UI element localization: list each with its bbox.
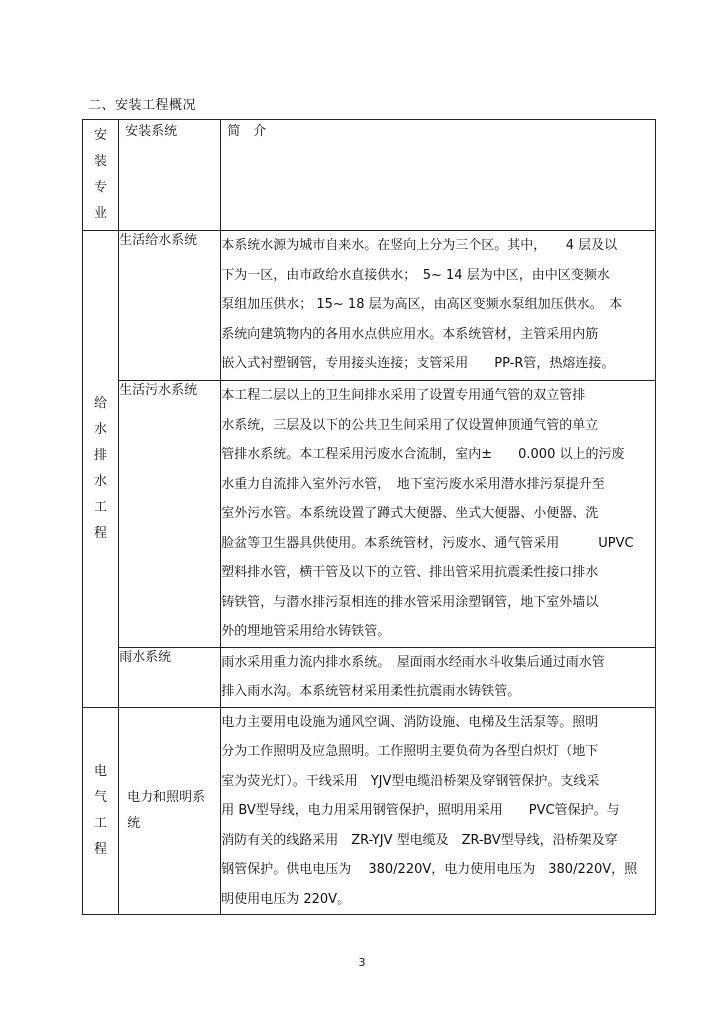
group-char: 水 [94, 421, 108, 437]
text-line: 外的埋地管采用给水铸铁管。 [221, 624, 391, 639]
section-title: 二、安装工程概况 [88, 98, 197, 113]
header-char: 专 [94, 180, 108, 195]
text-line: 雨水采用重力流内排水系统。 屋面雨水经雨水斗收集后通过雨水管 [221, 654, 605, 670]
table-row [83, 381, 656, 648]
text-line: 管排水系统。本工程采用污废水合流制，室内± 0.000 以上的污废 [221, 447, 625, 462]
text-line: 排入雨水沟。本系统管材采用柔性抗震雨水铸铁管。 [221, 684, 521, 699]
header-cell-specialty [83, 120, 119, 231]
table-row [83, 231, 656, 381]
header-char: 业 [94, 206, 108, 221]
text-line: 电力主要用电设施为通风空调、消防设施、电梯及生活泵等。照明 [221, 714, 599, 730]
text-line: 脸盆等卫生器具供使用。本系统管材，污废水、通气管采用 UPVC [221, 535, 634, 551]
system-name: 雨水系统 [119, 647, 221, 707]
text-line: 钢管保护。供电电压为 380/220V，电力使用电压为 380/220V，照 [221, 862, 638, 877]
group-label-water [83, 231, 119, 708]
group-char: 程 [94, 525, 108, 541]
header-char: 安 [94, 128, 108, 143]
text-line: 下为一区，由市政给水直接供水； 5~ 14 层为中区，由中区变频水 [221, 267, 610, 283]
text-line: 明使用电压为 220V。 [221, 891, 351, 907]
text-line: 用 BV型导线，电力用采用钢管保护，照明用采用 PVC管保护。与 [221, 803, 620, 818]
group-label-electric [83, 707, 119, 915]
group-char: 水 [94, 473, 108, 489]
system-name: 生活污水系统 [119, 381, 221, 648]
header-cell-intro [221, 120, 656, 231]
table-row [83, 647, 656, 707]
text-line: 泵组加压供水； 15~ 18 层为高区，由高区变频水泵组加压供水。 本 [221, 297, 623, 312]
system-description [221, 647, 656, 707]
header-intro-label: 简 介 [227, 124, 267, 139]
text-line: 室为荧光灯）。干线采用 YJV型电缆沿桥架及穿钢管保护。支线采 [221, 773, 600, 789]
text-line: 水重力自流排入室外污水管， 地下室污废水采用潜水排污泵提升至 [221, 476, 605, 492]
group-char: 电 [94, 763, 108, 779]
header-cell-system [119, 120, 221, 231]
system-name-line: 统 [127, 815, 141, 831]
text-line: 水系统，三层及以下的公共卫生间采用了仅设置伸顶通气管的单立 [221, 417, 599, 433]
text-line: 分为工作照明及应急照明。工作照明主要负荷为各型白炽灯（地下 [221, 744, 599, 759]
system-name-line: 电力和照明系 [127, 789, 206, 805]
installation-overview-table [82, 119, 656, 915]
group-char: 排 [94, 447, 108, 463]
system-name: 生活给水系统 [119, 231, 221, 381]
system-description [221, 231, 656, 381]
system-description [221, 707, 656, 915]
group-char: 工 [94, 815, 108, 831]
text-line: 系统向建筑物内的各用水点供应用水。本系统管材，主管采用内筋 [221, 326, 599, 342]
table-header-row [83, 120, 656, 231]
text-line: 消防有关的线路采用 ZR-YJV 型电缆及 ZR-BV型导线，沿桥架及穿 [221, 832, 618, 848]
text-line: 本工程二层以上的卫生间排水采用了设置专用通气管的双立管排 [221, 388, 586, 403]
page-number: 3 [358, 956, 366, 969]
system-name-electric [119, 707, 221, 915]
header-char: 装 [94, 154, 108, 169]
text-line: 塑料排水管，横干管及以下的立管、排出管采用抗震柔性接口排水 [221, 565, 599, 580]
group-char: 气 [94, 789, 108, 805]
text-line: 铸铁管，与潜水排污泵相连的排水管采用涂塑钢管，地下室外墙以 [221, 594, 599, 610]
group-char: 给 [94, 395, 108, 411]
text-line: 嵌入式衬塑钢管，专用接头连接；支管采用 PP-R管，热熔连接。 [221, 356, 615, 371]
text-line: 室外污水管。本系统设置了蹲式大便器、坐式大便器、小便器、洗 [221, 506, 599, 521]
text-line: 本系统水源为城市自来水。在竖向上分为三个区。其中， 4 层及以 [221, 238, 618, 253]
group-char: 工 [94, 499, 108, 515]
system-description [221, 381, 656, 648]
group-char: 程 [94, 841, 108, 857]
table-row [83, 707, 656, 915]
header-system-label: 安装系统 [125, 124, 178, 139]
